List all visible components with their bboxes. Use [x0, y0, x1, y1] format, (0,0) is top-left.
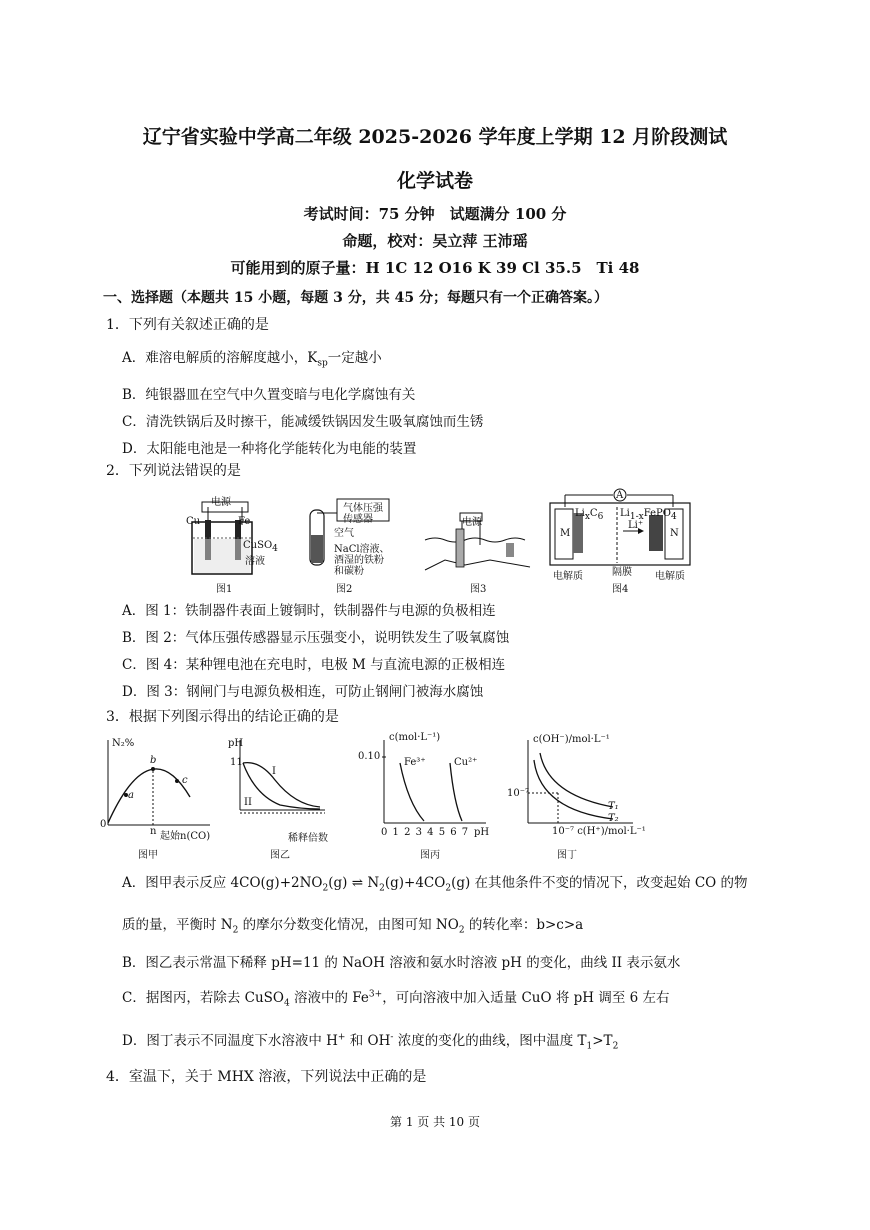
figure-jia-n2-fraction — [100, 735, 220, 835]
ksp-subscript: sp — [317, 358, 328, 369]
bing-cu-label: Cu²⁺ — [454, 757, 478, 768]
yi-xlabel: 稀释倍数 — [288, 833, 328, 844]
yi-curve-ii — [243, 763, 320, 809]
fig2-air-label: 空气 — [334, 528, 354, 539]
yi-y11: 11 — [230, 757, 243, 768]
fig4-electrode-n: N — [670, 528, 679, 539]
exam-authors: 命题，校对：吴立萍 王沛瑶 — [342, 232, 528, 250]
yi-curve-i-label: I — [272, 766, 276, 777]
question-4-stem: 4．室温下，关于 MHX 溶液，下列说法中正确的是 — [106, 1069, 427, 1085]
fig1-fe-label: Fe — [238, 516, 251, 527]
option-a-tail: 一定越小 — [327, 350, 382, 366]
question-3-option-a-line2: 质的量，平衡时 $N_2$ 的摩尔分数变化情况，由图可知 $NO_2$ 的转化率：b>c>a — [122, 917, 584, 936]
ding-caption: 图丁 — [557, 850, 577, 861]
figure-bing-precipitation — [378, 735, 493, 835]
fig2-caption: 图2 — [336, 584, 353, 595]
yi-ylabel: pH — [228, 738, 244, 749]
fig1-solution-label: CuSO$_4$ — [243, 540, 278, 554]
bing-ylabel: c(mol·L⁻¹) — [389, 732, 441, 743]
fig4-ammeter-label: A — [616, 490, 624, 501]
question-2-option-c: C．图 4：某种锂电池在充电时，电极 M 与直流电源的正极相连 — [122, 657, 506, 673]
jia-ylabel: N₂% — [112, 738, 135, 749]
question-3-option-c: C．据图丙，若除去 CuSO$_4$ 溶液中的 $Fe^{3+}$，可向溶液中加入适量 CuO 将 pH 调至 6 左右 — [122, 989, 670, 1009]
ding-t1-curve — [540, 753, 613, 807]
question-3-option-b: B．图乙表示常温下稀释 pH=11 的 NaOH 溶液和氨水时溶液 pH 的变化，曲线 II 表示氨水 — [122, 955, 681, 971]
fig4-electrode-m: M — [560, 528, 571, 539]
fig2-nacl-label-2: 酒湿的铁粉 — [334, 555, 384, 566]
jia-xlabel: 起始n(CO) — [160, 831, 211, 842]
question-2-option-b: B．图 2：气体压强传感器显示压强变小，说明铁发生了吸氧腐蚀 — [122, 630, 510, 646]
jia-point-b: b — [150, 755, 157, 766]
jia-point-c: c — [182, 775, 188, 786]
question-3-option-d: D．图丁表示不同温度下水溶液中 H+ 和 OH- 浓度的变化的曲线，图中温度 $T_1>T_2$ — [122, 1032, 619, 1052]
fig1-solution-label-2: 溶液 — [245, 556, 265, 567]
yi-curve-ii-label: II — [244, 797, 252, 808]
bing-fe-curve — [400, 763, 424, 821]
fig3-caption: 图3 — [470, 584, 487, 595]
figure-yi-dilution — [225, 735, 335, 835]
ding-y107: 10⁻⁷ — [507, 788, 530, 799]
bing-fe-label: Fe³⁺ — [404, 757, 426, 768]
option-a-text: A．难溶电解质的溶解度越小， — [122, 350, 308, 366]
jia-curve — [108, 769, 190, 823]
exam-time-info: 考试时间：75 分钟 试题满分 100 分 — [303, 205, 567, 223]
fig4-caption: 图4 — [612, 584, 629, 595]
jia-origin: 0 — [100, 819, 107, 830]
ding-xlabel: 10⁻⁷ c(H⁺)/mol·L⁻¹ — [552, 826, 646, 837]
jia-caption: 图甲 — [138, 850, 158, 861]
question-1-option-a — [122, 346, 382, 369]
bing-cu-curve — [450, 763, 462, 821]
bing-xunit: pH — [474, 827, 490, 838]
question-1-stem: 1．下列有关叙述正确的是 — [106, 317, 269, 333]
figure-ding-water-ionization — [518, 735, 638, 835]
jia-n: n — [150, 826, 157, 837]
fig1-caption: 图1 — [216, 584, 233, 595]
question-2-option-d: D．图 3：钢闸门与电源负极相连，可防止钢闸门被海水腐蚀 — [122, 684, 484, 700]
question-1-option-c: C．清洗铁锅后及时擦干，能减缓铁锅因发生吸氧腐蚀而生锈 — [122, 414, 484, 430]
exam-title: 辽宁省实验中学高二年级 2025-2026 学年度上学期 12 月阶段测试 — [142, 126, 728, 148]
fig4-cathode-material: $Li_{1-x}FePO_4$ — [620, 508, 677, 522]
atomic-masses: 可能用到的原子量：H 1C 12 O16 K 39 Cl 35.5 Ti 48 — [230, 259, 640, 277]
fig2-sensor-label-1: 气体压强 — [343, 503, 383, 514]
fig2-nacl-label-1: NaCl溶液、 — [334, 544, 390, 555]
ding-t2: T₂ — [608, 813, 619, 824]
question-3-option-a-line1: A．图甲表示反应 $4CO(g)+2NO_2(g)$ ⇌ $N_2(g)+4CO_2(g)$ 在其他条件不变的情况下，改变起始 CO 的物 — [122, 875, 748, 894]
fig1-cu-label: Cu — [186, 516, 201, 527]
fig1-power-label: 电源 — [211, 497, 231, 508]
ksp-symbol: K — [307, 350, 318, 366]
fig4-anode-material: $Li_xC_6$ — [575, 508, 604, 522]
section-heading: 一、选择题（本题共 15 小题，每题 3 分，共 45 分；每题只有一个正确答案。） — [103, 290, 608, 306]
question-2-stem: 2．下列说法错误的是 — [106, 463, 241, 479]
fig4-membrane: 隔膜 — [612, 567, 632, 578]
exam-subtitle: 化学试卷 — [396, 170, 473, 192]
ding-t1: T₁ — [608, 801, 619, 812]
jia-point-a: a — [128, 790, 134, 801]
fig2-sensor-label-2: 传感器 — [343, 514, 373, 525]
question-3-stem: 3．根据下列图示得出的结论正确的是 — [106, 709, 339, 725]
question-2-option-a: A．图 1：铁制器件表面上镀铜时，铁制器件与电源的负极相连 — [122, 603, 496, 619]
fig4-li-ion: Li⁺ — [628, 520, 644, 531]
bing-caption: 图丙 — [420, 850, 440, 861]
bing-xticks: 0 1 2 3 4 5 6 7 — [381, 827, 469, 838]
fig4-electrolyte-left: 电解质 — [553, 571, 583, 582]
fig4-electrolyte-right: 电解质 — [655, 571, 685, 582]
question-1-option-d: D．太阳能电池是一种将化学能转化为电能的装置 — [122, 441, 417, 457]
yi-caption: 图乙 — [270, 850, 290, 861]
page-number: 第 1 页 共 10 页 — [390, 1115, 480, 1129]
equilibrium-arrow-icon: ⇌ — [347, 875, 368, 891]
bing-y010: 0.10 — [358, 751, 381, 762]
fig3-power-label: 电源 — [462, 517, 482, 528]
fig2-nacl-label-3: 和碳粉 — [334, 566, 364, 577]
ding-ylabel: c(OH⁻)/mol·L⁻¹ — [533, 734, 610, 745]
question-1-option-b: B．纯银器皿在空气中久置变暗与电化学腐蚀有关 — [122, 387, 416, 403]
